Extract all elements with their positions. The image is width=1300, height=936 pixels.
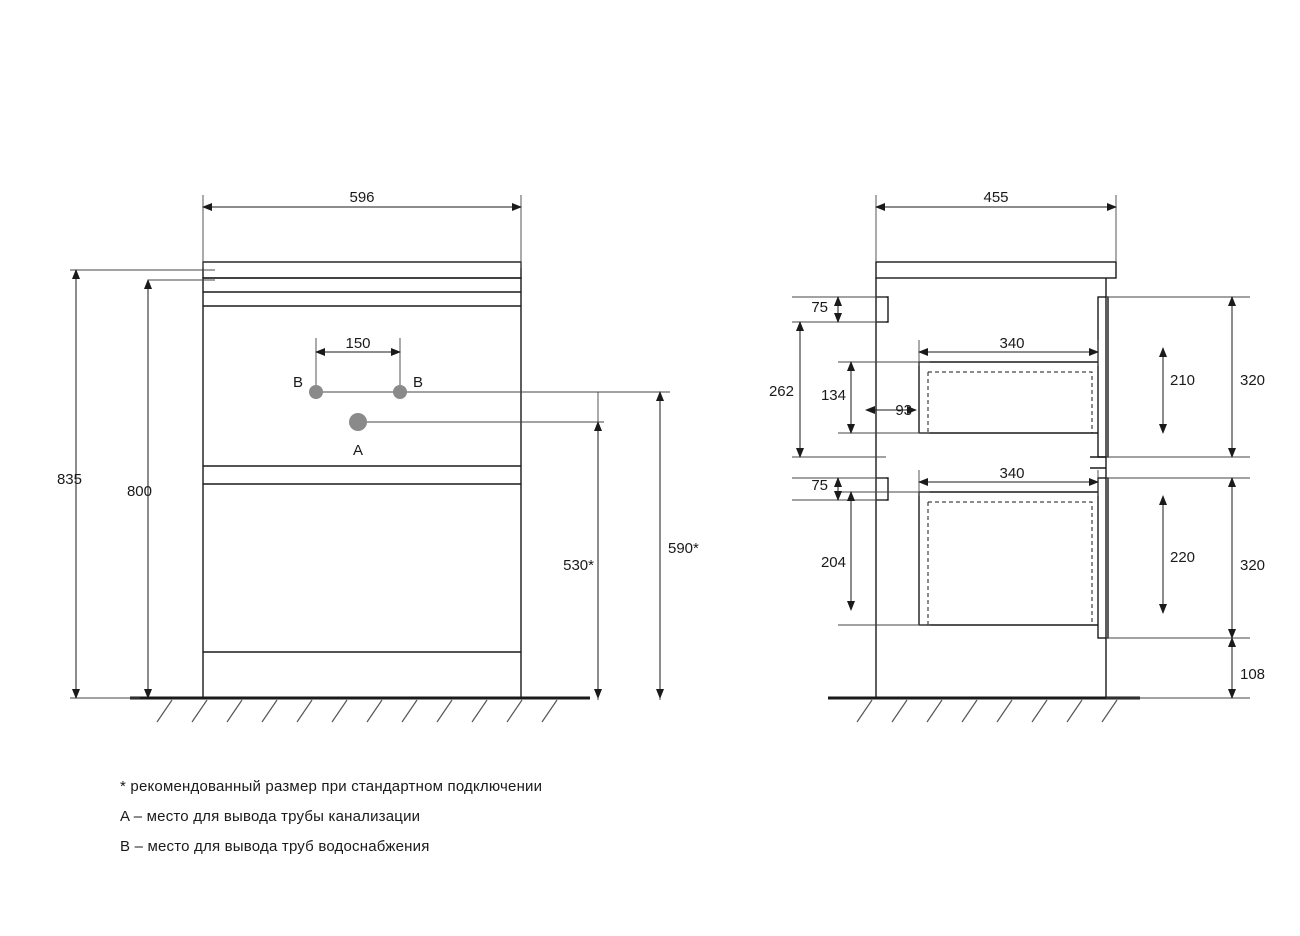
side-floor [828, 698, 1140, 722]
dim-ports-150 [316, 335, 400, 352]
dim-134 [821, 362, 851, 433]
dim-262 [769, 322, 800, 457]
legend-line-3: B – место для вывода труб водоснабжения [120, 838, 430, 855]
legend [120, 772, 820, 862]
dim-108-label: 108 [1240, 666, 1266, 683]
dim-590 [660, 392, 699, 698]
dim-134-label: 134 [820, 387, 846, 404]
front-ports [293, 374, 423, 459]
dim-835-label: 835 [56, 471, 82, 488]
dim-75-upper [811, 297, 838, 322]
dim-220-label: 220 [1170, 549, 1196, 566]
dim-340-lower [919, 465, 1098, 482]
dim-93 [866, 402, 916, 419]
front-extension-lines [70, 195, 670, 700]
dim-590-label: 590* [668, 540, 699, 557]
dim-800-label: 800 [126, 483, 152, 500]
dim-340-upper [919, 335, 1098, 352]
side-drawer-hidden-lines [928, 372, 1092, 625]
dim-320-lower-label: 320 [1240, 557, 1266, 574]
front-floor [130, 698, 590, 722]
dim-210 [1163, 348, 1195, 433]
dim-320-upper [1232, 297, 1265, 457]
dim-93-label: 93 [895, 402, 912, 419]
dim-204-label: 204 [820, 554, 846, 571]
dim-side-depth [876, 189, 1116, 207]
dim-530-label: 530* [563, 557, 594, 574]
dim-320-upper-label: 320 [1240, 372, 1266, 389]
side-cabinet-outline [876, 262, 1116, 698]
port-label-b-right: B [413, 374, 424, 391]
dim-340-lower-label: 340 [999, 465, 1025, 482]
dim-320-lower [1232, 478, 1265, 638]
dim-75-lower [811, 477, 838, 500]
front-cabinet-outline [203, 262, 521, 698]
dim-204 [821, 492, 851, 610]
dim-front-width [203, 189, 521, 207]
dim-340-upper-label: 340 [999, 335, 1025, 352]
dim-75-lower-label: 75 [811, 477, 828, 494]
dim-455-label: 455 [983, 189, 1009, 206]
dim-220 [1163, 496, 1195, 613]
port-label-b-left: B [292, 374, 303, 391]
dim-262-label: 262 [768, 383, 794, 400]
dim-108 [1232, 638, 1265, 698]
dim-150-label: 150 [345, 335, 371, 352]
dim-210-label: 210 [1170, 372, 1196, 389]
port-label-a: A [352, 442, 364, 459]
legend-line-1: * рекомендованный размер при стандартном подключении [120, 778, 543, 795]
dim-530 [563, 422, 598, 698]
dim-front-height-800 [127, 280, 152, 698]
legend-line-2: A – место для вывода трубы канализации [120, 808, 421, 825]
dim-front-height-835 [57, 270, 82, 698]
dim-75-upper-label: 75 [811, 299, 828, 316]
side-extension-lines [792, 195, 1250, 698]
dim-596-label: 596 [349, 189, 375, 206]
